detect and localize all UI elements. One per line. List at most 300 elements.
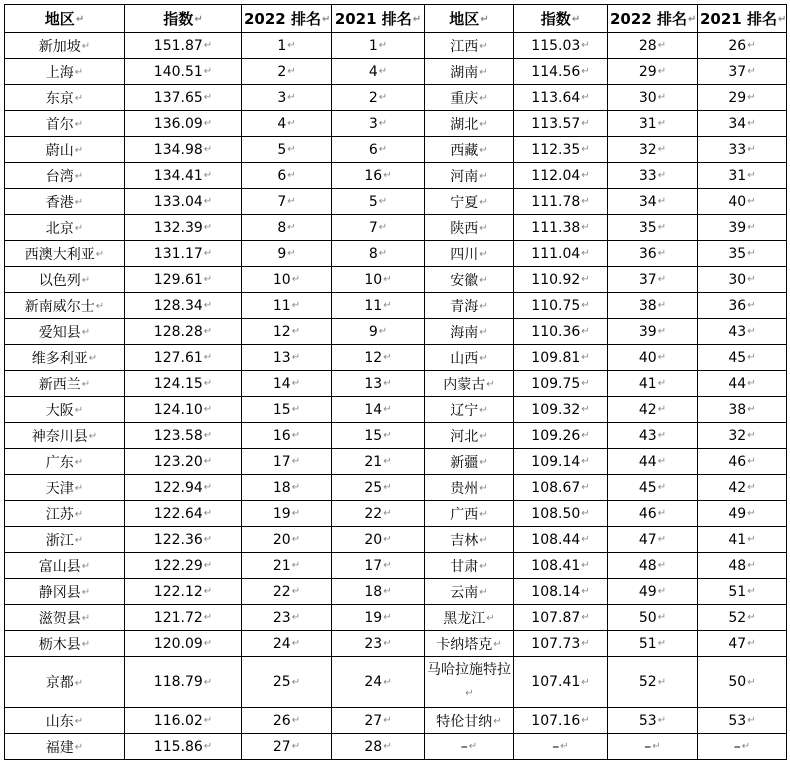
cell-text: 重庆 <box>450 90 479 107</box>
paragraph-mark-icon <box>747 456 755 467</box>
paragraph-mark-icon <box>204 300 212 311</box>
table-row <box>5 293 787 319</box>
cell-text: 45 <box>728 349 747 366</box>
index-cell <box>125 605 242 631</box>
cell-text: 51 <box>638 635 657 652</box>
index-cell <box>514 59 608 85</box>
cell-text: 香港 <box>45 194 74 211</box>
rank-2021-cell <box>698 85 787 111</box>
cell-text: 123.20 <box>153 453 203 470</box>
index-cell <box>514 267 608 293</box>
index-cell <box>125 631 242 657</box>
paragraph-mark-icon <box>82 327 90 338</box>
cell-text: 29 <box>638 63 657 80</box>
cell-text: 109.75 <box>531 375 581 392</box>
cell-text: 108.67 <box>531 479 581 496</box>
cell-text: 江西 <box>450 38 479 55</box>
paragraph-mark-icon <box>479 223 487 234</box>
header-cell <box>5 5 125 33</box>
paragraph-mark-icon <box>383 404 391 415</box>
rank-2021-cell <box>332 163 425 189</box>
paragraph-mark-icon <box>204 170 212 181</box>
paragraph-mark-icon <box>581 274 589 285</box>
rank-2022-cell <box>242 579 332 605</box>
rank-2022-cell <box>242 215 332 241</box>
cell-text: 四川 <box>450 246 479 263</box>
region-cell <box>5 449 125 475</box>
paragraph-mark-icon <box>581 170 589 181</box>
index-cell <box>125 449 242 475</box>
cell-text: 39 <box>638 323 657 340</box>
cell-text: 39 <box>728 219 747 236</box>
table-row <box>5 657 787 708</box>
cell-text: 枥木县 <box>38 636 81 653</box>
cell-text: 21 <box>364 453 383 470</box>
cell-text: 5 <box>368 193 378 210</box>
cell-text: 河北 <box>450 428 479 445</box>
paragraph-mark-icon <box>658 482 666 493</box>
cell-text: 110.75 <box>531 297 581 314</box>
paragraph-mark-icon <box>747 404 755 415</box>
region-cell <box>5 734 125 760</box>
cell-text: 36 <box>728 297 747 314</box>
cell-text: 19 <box>364 609 383 626</box>
cell-text: 首尔 <box>45 116 74 133</box>
cell-text: 40 <box>638 349 657 366</box>
region-cell <box>5 215 125 241</box>
cell-text: 52 <box>728 609 747 626</box>
rank-2022-cell <box>242 475 332 501</box>
cell-text: 24 <box>272 635 291 652</box>
cell-text: 48 <box>638 557 657 574</box>
cell-text: 107.87 <box>531 609 581 626</box>
cell-text: – <box>460 738 468 755</box>
paragraph-mark-icon <box>379 66 387 77</box>
cell-text: 46 <box>728 453 747 470</box>
rank-2022-cell <box>608 189 698 215</box>
rank-2021-cell <box>332 553 425 579</box>
table-row <box>5 267 787 293</box>
index-cell <box>125 189 242 215</box>
region-cell <box>425 605 514 631</box>
paragraph-mark-icon <box>383 482 391 493</box>
table-row <box>5 475 787 501</box>
rank-2021-cell <box>698 371 787 397</box>
paragraph-mark-icon <box>89 353 97 364</box>
table-row <box>5 553 787 579</box>
cell-text: 9 <box>277 245 287 262</box>
paragraph-mark-icon <box>747 222 755 233</box>
paragraph-mark-icon <box>581 352 589 363</box>
cell-text: 140.51 <box>153 63 203 80</box>
cell-text: 甘肃 <box>450 558 479 575</box>
index-cell <box>514 85 608 111</box>
index-cell <box>514 605 608 631</box>
table-row <box>5 345 787 371</box>
paragraph-mark-icon <box>747 677 755 688</box>
cell-text: 110.92 <box>531 271 581 288</box>
index-cell <box>514 189 608 215</box>
paragraph-mark-icon <box>75 678 83 689</box>
rank-2022-cell <box>242 397 332 423</box>
cell-text: 134.98 <box>153 141 203 158</box>
paragraph-mark-icon <box>658 404 666 415</box>
paragraph-mark-icon <box>82 613 90 624</box>
paragraph-mark-icon <box>479 483 487 494</box>
paragraph-mark-icon <box>658 352 666 363</box>
cell-text: 131.17 <box>153 245 203 262</box>
cell-text: 神奈川县 <box>31 428 88 445</box>
header-label: 2022 排名 <box>244 10 321 28</box>
cell-text: 49 <box>728 505 747 522</box>
ranking-table-container <box>4 4 787 760</box>
table-row <box>5 163 787 189</box>
cell-text: 维多利亚 <box>31 350 88 367</box>
cell-text: 32 <box>728 427 747 444</box>
paragraph-mark-icon <box>658 378 666 389</box>
paragraph-mark-icon <box>747 92 755 103</box>
paragraph-mark-icon <box>658 248 666 259</box>
rank-2021-cell <box>332 423 425 449</box>
cell-text: 西藏 <box>450 142 479 159</box>
region-cell <box>5 708 125 734</box>
cell-text: 28 <box>638 37 657 54</box>
paragraph-mark-icon <box>658 170 666 181</box>
paragraph-mark-icon <box>76 14 84 25</box>
cell-text: 37 <box>728 63 747 80</box>
cell-text: 6 <box>277 167 287 184</box>
paragraph-mark-icon <box>742 741 750 752</box>
paragraph-mark-icon <box>658 715 666 726</box>
paragraph-mark-icon <box>479 535 487 546</box>
rank-2022-cell <box>608 475 698 501</box>
cell-text: 湖北 <box>450 116 479 133</box>
cell-text: 43 <box>728 323 747 340</box>
paragraph-mark-icon <box>479 275 487 286</box>
paragraph-mark-icon <box>581 196 589 207</box>
cell-text: 辽宁 <box>450 402 479 419</box>
cell-text: 115.03 <box>531 37 581 54</box>
cell-text: 黑龙江 <box>443 610 486 627</box>
rank-2022-cell <box>608 293 698 319</box>
cell-text: 上海 <box>45 64 74 81</box>
table-row <box>5 501 787 527</box>
cell-text: 109.14 <box>531 453 581 470</box>
index-cell <box>125 371 242 397</box>
index-cell <box>125 319 242 345</box>
rank-2022-cell <box>242 423 332 449</box>
header-cell <box>332 5 425 33</box>
rank-2022-cell <box>242 708 332 734</box>
paragraph-mark-icon <box>747 378 755 389</box>
index-cell <box>514 345 608 371</box>
paragraph-mark-icon <box>581 638 589 649</box>
paragraph-mark-icon <box>292 612 300 623</box>
rank-2022-cell <box>608 708 698 734</box>
index-cell <box>125 708 242 734</box>
cell-text: 10 <box>364 271 383 288</box>
paragraph-mark-icon <box>688 14 696 25</box>
region-cell <box>5 423 125 449</box>
cell-text: 120.09 <box>153 635 203 652</box>
cell-text: 43 <box>638 427 657 444</box>
cell-text: 111.04 <box>531 245 581 262</box>
paragraph-mark-icon <box>292 638 300 649</box>
cell-text: 以色列 <box>38 272 81 289</box>
paragraph-mark-icon <box>383 560 391 571</box>
cell-text: 25 <box>272 674 291 690</box>
paragraph-mark-icon <box>75 742 83 753</box>
paragraph-mark-icon <box>292 677 300 688</box>
paragraph-mark-icon <box>747 248 755 259</box>
rank-2022-cell <box>608 579 698 605</box>
paragraph-mark-icon <box>479 327 487 338</box>
cell-text: 京都 <box>45 675 74 691</box>
paragraph-mark-icon <box>383 534 391 545</box>
cell-text: 23 <box>364 635 383 652</box>
paragraph-mark-icon <box>479 41 487 52</box>
paragraph-mark-icon <box>292 508 300 519</box>
cell-text: 37 <box>638 271 657 288</box>
paragraph-mark-icon <box>658 677 666 688</box>
paragraph-mark-icon <box>747 40 755 51</box>
paragraph-mark-icon <box>204 326 212 337</box>
paragraph-mark-icon <box>292 274 300 285</box>
cell-text: 吉林 <box>450 532 479 549</box>
rank-2022-cell <box>242 111 332 137</box>
paragraph-mark-icon <box>204 196 212 207</box>
paragraph-mark-icon <box>658 430 666 441</box>
cell-text: 14 <box>364 401 383 418</box>
header-label: 2021 排名 <box>700 10 777 28</box>
cell-text: 15 <box>272 401 291 418</box>
paragraph-mark-icon <box>479 145 487 156</box>
cell-text: 122.36 <box>153 531 203 548</box>
region-cell <box>5 345 125 371</box>
paragraph-mark-icon <box>480 14 488 25</box>
table-row <box>5 189 787 215</box>
paragraph-mark-icon <box>292 326 300 337</box>
cell-text: – <box>733 738 741 755</box>
index-cell <box>125 241 242 267</box>
index-cell <box>125 527 242 553</box>
cell-text: 富山县 <box>38 558 81 575</box>
cell-text: 30 <box>728 271 747 288</box>
cell-text: 122.12 <box>153 583 203 600</box>
cell-text: 海南 <box>450 324 479 341</box>
cell-text: 31 <box>728 167 747 184</box>
paragraph-mark-icon <box>379 248 387 259</box>
paragraph-mark-icon <box>204 508 212 519</box>
rank-2021-cell <box>332 527 425 553</box>
cell-text: 45 <box>638 479 657 496</box>
paragraph-mark-icon <box>658 222 666 233</box>
paragraph-mark-icon <box>82 639 90 650</box>
cell-text: 124.15 <box>153 375 203 392</box>
paragraph-mark-icon <box>747 274 755 285</box>
paragraph-mark-icon <box>747 170 755 181</box>
cell-text: 山东 <box>45 713 74 730</box>
cell-text: – <box>644 738 652 755</box>
rank-2021-cell <box>698 397 787 423</box>
rank-2022-cell <box>608 267 698 293</box>
table-row <box>5 708 787 734</box>
paragraph-mark-icon <box>204 248 212 259</box>
cell-text: – <box>552 738 560 755</box>
paragraph-mark-icon <box>581 404 589 415</box>
cell-text: 北京 <box>45 220 74 237</box>
rank-2022-cell <box>608 33 698 59</box>
cell-text: 108.44 <box>531 531 581 548</box>
cell-text: 33 <box>638 167 657 184</box>
rank-2022-cell <box>608 163 698 189</box>
region-cell <box>5 553 125 579</box>
region-cell <box>425 215 514 241</box>
rank-2022-cell <box>608 241 698 267</box>
paragraph-mark-icon <box>383 715 391 726</box>
paragraph-mark-icon <box>465 688 473 699</box>
cell-text: 107.73 <box>531 635 581 652</box>
paragraph-mark-icon <box>658 638 666 649</box>
rank-2021-cell <box>332 111 425 137</box>
paragraph-mark-icon <box>292 741 300 752</box>
rank-2021-cell <box>698 241 787 267</box>
cell-text: 108.14 <box>531 583 581 600</box>
cell-text: 湖南 <box>450 64 479 81</box>
paragraph-mark-icon <box>581 482 589 493</box>
region-cell <box>425 33 514 59</box>
index-cell <box>125 553 242 579</box>
rank-2021-cell <box>698 579 787 605</box>
cell-text: 19 <box>272 505 291 522</box>
paragraph-mark-icon <box>413 14 421 25</box>
index-cell <box>514 423 608 449</box>
rank-2022-cell <box>608 501 698 527</box>
rank-2021-cell <box>332 189 425 215</box>
cell-text: 9 <box>368 323 378 340</box>
cell-text: 大阪 <box>45 402 74 419</box>
cell-text: 112.04 <box>531 167 581 184</box>
cell-text: 40 <box>728 193 747 210</box>
paragraph-mark-icon <box>82 587 90 598</box>
header-cell <box>514 5 608 33</box>
table-row <box>5 579 787 605</box>
rank-2021-cell <box>698 423 787 449</box>
region-cell <box>425 708 514 734</box>
paragraph-mark-icon <box>581 378 589 389</box>
region-cell <box>425 553 514 579</box>
region-cell <box>425 319 514 345</box>
paragraph-mark-icon <box>486 613 494 624</box>
index-cell <box>125 657 242 708</box>
rank-2022-cell <box>608 657 698 708</box>
region-cell <box>5 241 125 267</box>
paragraph-mark-icon <box>75 119 83 130</box>
paragraph-mark-icon <box>486 379 494 390</box>
paragraph-mark-icon <box>379 326 387 337</box>
cell-text: 宁夏 <box>450 194 479 211</box>
cell-text: 108.50 <box>531 505 581 522</box>
cell-text: 18 <box>364 583 383 600</box>
rank-2021-cell <box>698 734 787 760</box>
region-cell <box>5 501 125 527</box>
cell-text: 42 <box>638 401 657 418</box>
cell-text: 122.94 <box>153 479 203 496</box>
cell-text: 35 <box>638 219 657 236</box>
paragraph-mark-icon <box>75 67 83 78</box>
paragraph-mark-icon <box>747 560 755 571</box>
index-cell <box>514 397 608 423</box>
paragraph-mark-icon <box>292 404 300 415</box>
paragraph-mark-icon <box>204 66 212 77</box>
cell-text: 蔚山 <box>45 142 74 159</box>
cell-text: 7 <box>277 193 287 210</box>
region-cell <box>5 605 125 631</box>
paragraph-mark-icon <box>747 300 755 311</box>
paragraph-mark-icon <box>658 612 666 623</box>
rank-2021-cell <box>698 293 787 319</box>
paragraph-mark-icon <box>75 716 83 727</box>
paragraph-mark-icon <box>747 430 755 441</box>
cell-text: 西澳大利亚 <box>24 246 95 263</box>
paragraph-mark-icon <box>75 457 83 468</box>
paragraph-mark-icon <box>204 612 212 623</box>
paragraph-mark-icon <box>287 248 295 259</box>
rank-2022-cell <box>608 423 698 449</box>
cell-text: 天津 <box>45 480 74 497</box>
cell-text: 31 <box>638 115 657 132</box>
cell-text: 7 <box>368 219 378 236</box>
region-cell <box>5 267 125 293</box>
index-cell <box>125 345 242 371</box>
table-row <box>5 319 787 345</box>
cell-text: 15 <box>364 427 383 444</box>
cell-text: 13 <box>272 349 291 366</box>
paragraph-mark-icon <box>204 274 212 285</box>
rank-2021-cell <box>698 631 787 657</box>
cell-text: 贵州 <box>450 480 479 497</box>
paragraph-mark-icon <box>479 93 487 104</box>
cell-text: 福建 <box>45 739 74 756</box>
cell-text: 陕西 <box>450 220 479 237</box>
region-cell <box>5 189 125 215</box>
rank-2021-cell <box>698 59 787 85</box>
index-cell <box>514 527 608 553</box>
paragraph-mark-icon <box>96 301 104 312</box>
paragraph-mark-icon <box>479 119 487 130</box>
paragraph-mark-icon <box>658 118 666 129</box>
paragraph-mark-icon <box>581 326 589 337</box>
paragraph-mark-icon <box>75 171 83 182</box>
paragraph-mark-icon <box>292 300 300 311</box>
index-cell <box>125 137 242 163</box>
index-cell <box>125 579 242 605</box>
paragraph-mark-icon <box>778 14 786 25</box>
cell-text: 107.16 <box>531 712 581 729</box>
cell-text: 108.41 <box>531 557 581 574</box>
paragraph-mark-icon <box>204 677 212 688</box>
paragraph-mark-icon <box>581 677 589 688</box>
index-cell <box>514 241 608 267</box>
rank-2022-cell <box>242 33 332 59</box>
cell-text: 广西 <box>450 506 479 523</box>
rank-2022-cell <box>242 59 332 85</box>
cell-text: 12 <box>364 349 383 366</box>
index-cell <box>514 371 608 397</box>
paragraph-mark-icon <box>658 508 666 519</box>
index-cell <box>125 33 242 59</box>
table-body <box>5 33 787 760</box>
